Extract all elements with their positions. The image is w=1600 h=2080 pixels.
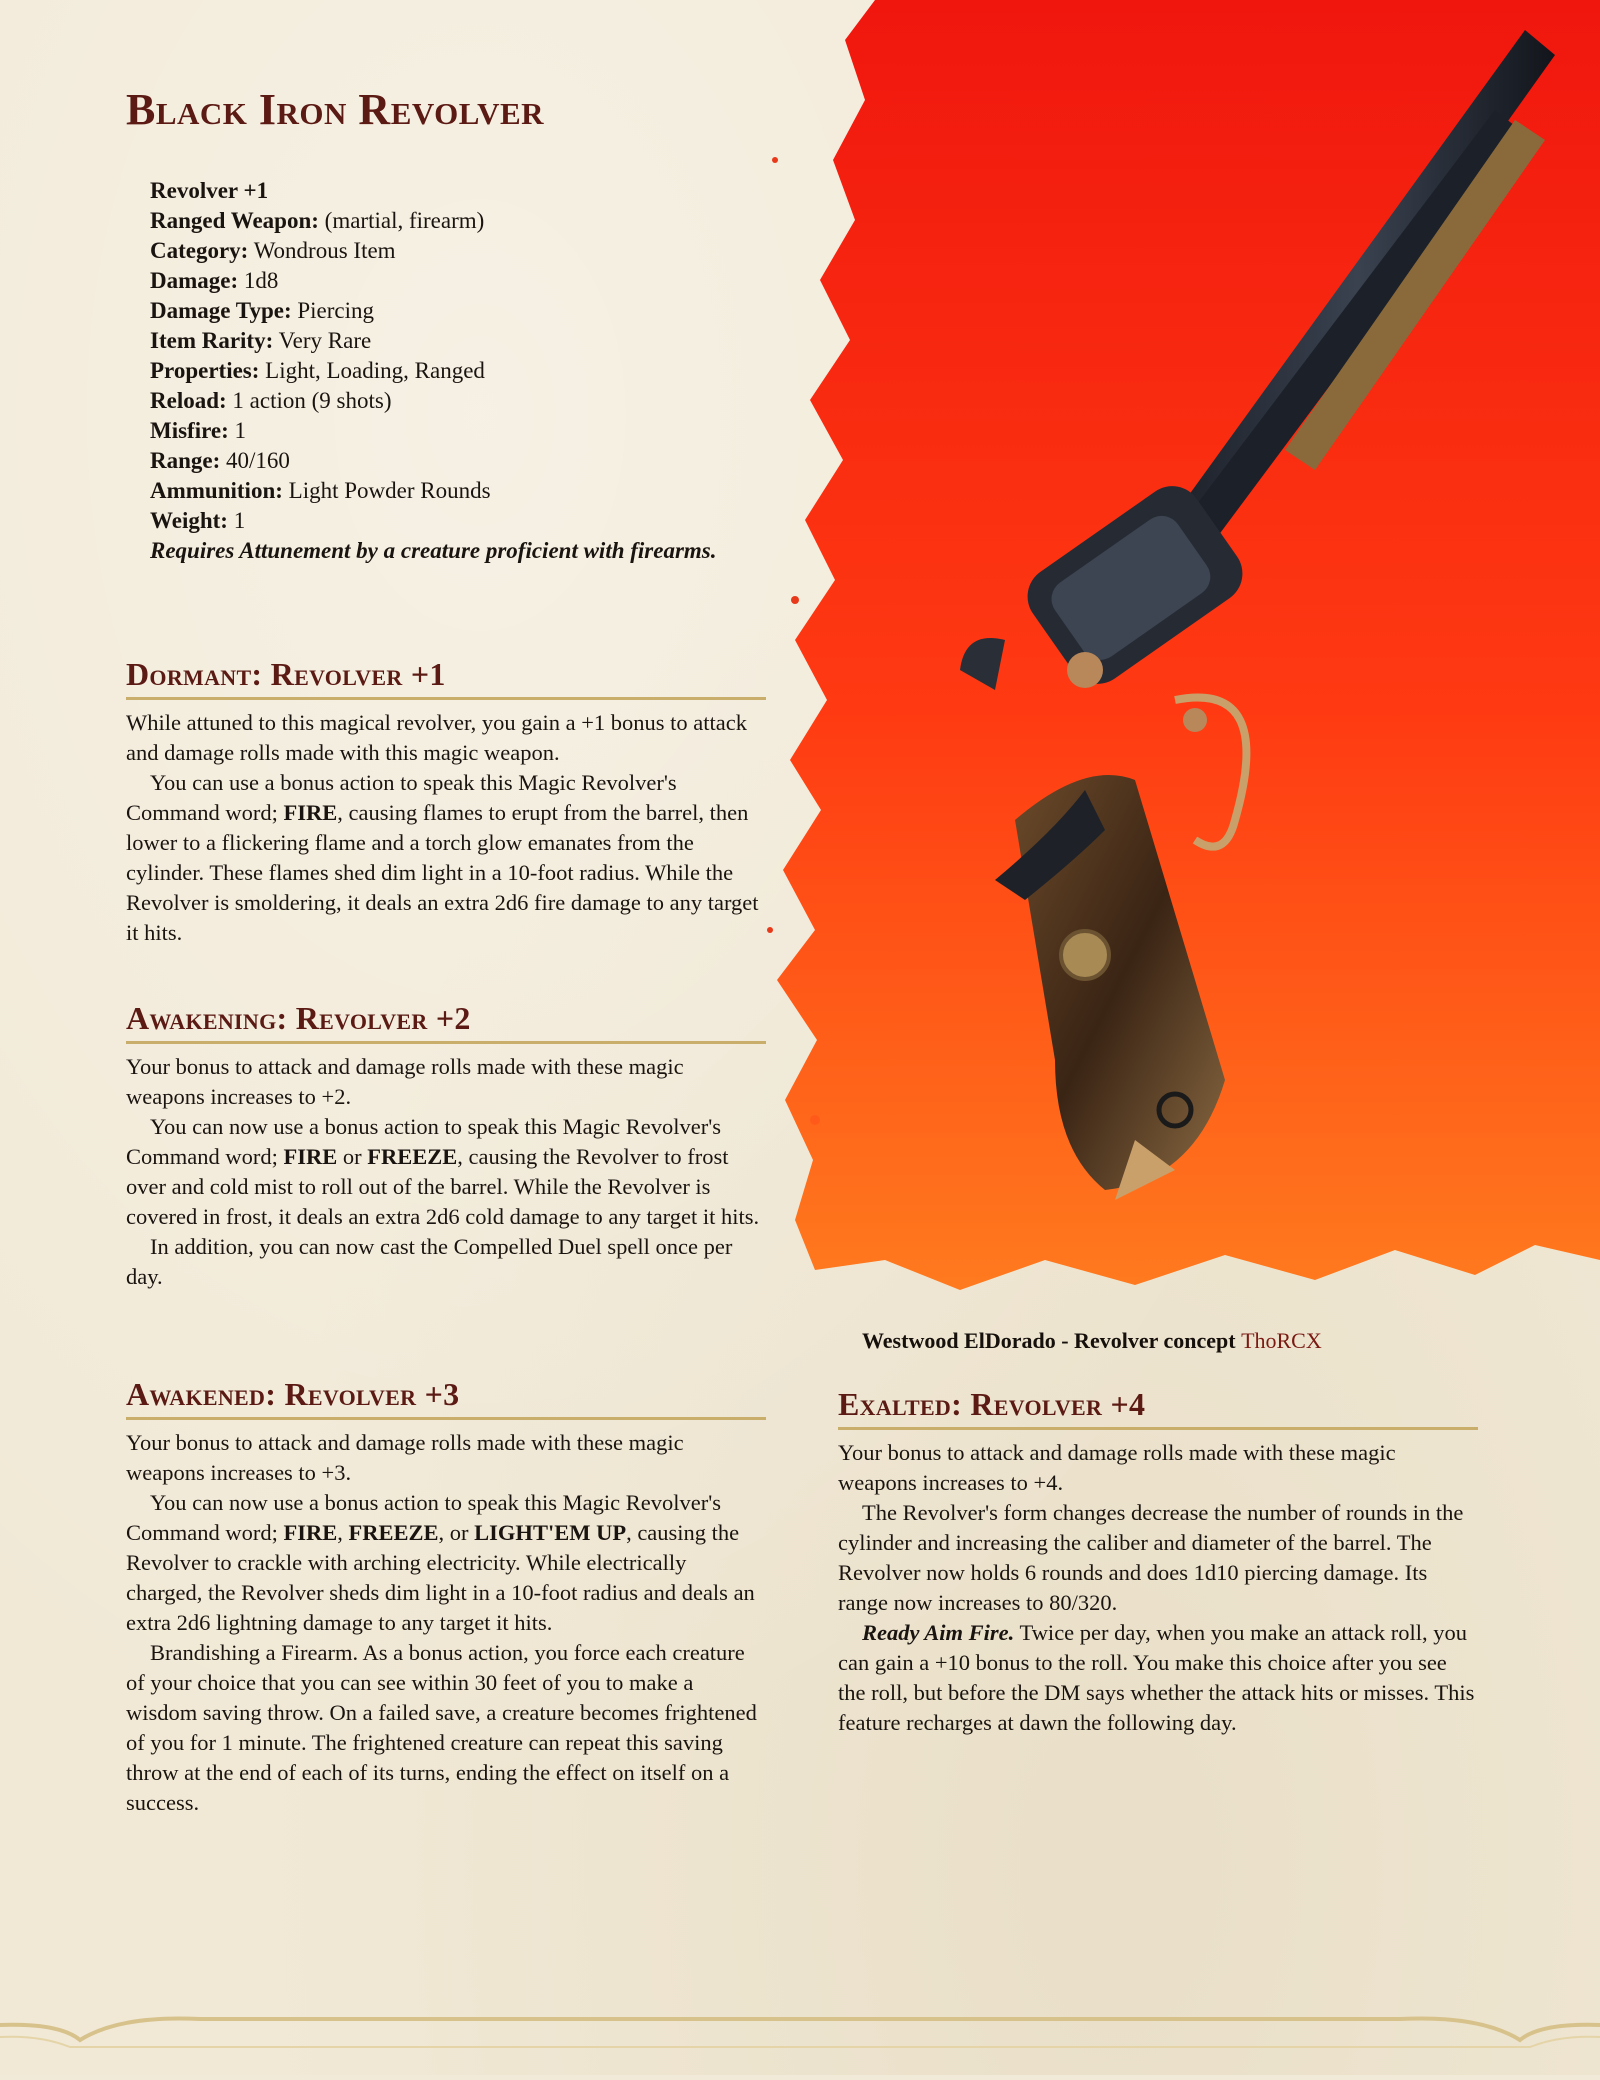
- paragraph: Your bonus to attack and damage rolls made with these magic weapons increases to +3.: [126, 1430, 684, 1485]
- caption-text: Westwood ElDorado - Revolver concept: [862, 1328, 1242, 1353]
- section-heading: Awakening: Revolver +2: [126, 1000, 766, 1044]
- page-footer-ornament: [0, 1985, 1600, 2075]
- section-exalted: [838, 1386, 1478, 1738]
- section-heading: Dormant: Revolver +1: [126, 656, 766, 700]
- stat-rarity: Item Rarity: Very Rare: [150, 328, 372, 353]
- stat-range: Range: 40/160: [150, 448, 290, 473]
- paragraph: The Revolver's form changes decrease the number of rounds in the cylinder and increasing the caliber and diameter of the barrel. The Revolver now holds 6 rounds and does 1d10 piercing damage. Its range now increases to 80/320.: [838, 1500, 1464, 1615]
- paragraph: While attuned to this magical revolver, you gain a +1 bonus to attack and damage rolls made with this magic weapon.: [126, 710, 747, 765]
- paragraph: You can now use a bonus action to speak this Magic Revolver's Command word; FIRE or FREEZE, causing the Revolver to frost over and cold mist to roll out of the barrel. While the Revolver is covered in frost, it deals an extra 2d6 cold damage to any target it hits.: [126, 1114, 760, 1229]
- image-caption: [862, 1328, 1462, 1354]
- caption-credit: ThoRCX: [1241, 1328, 1322, 1353]
- stat-reload: Reload: 1 action (9 shots): [150, 388, 392, 413]
- revolver-illustration: [755, 0, 1600, 1300]
- paragraph: You can use a bonus action to speak this Magic Revolver's Command word; FIRE, causing flames to erupt from the barrel, then lower to a flickering flame and a torch glow emanates from the cylinder. These flames shed dim light in a 10-foot radius. While the Revolver is smoldering, it deals an extra 2d6 fire damage to any target it hits.: [126, 770, 759, 945]
- stat-properties: Properties: Light, Loading, Ranged: [150, 358, 485, 383]
- stat-ranged-weapon: Ranged Weapon: (martial, firearm): [150, 208, 485, 233]
- paragraph: You can now use a bonus action to speak this Magic Revolver's Command word; FIRE, FREEZE, or LIGHT'EM UP, causing the Revolver to crackle with arching electricity. While electrically charged, the Revolver sheds dim light in a 10-foot radius and deals an extra 2d6 lightning damage to any target it hits.: [126, 1490, 755, 1635]
- item-title: Black Iron Revolver: [126, 85, 545, 134]
- section-heading: Awakened: Revolver +3: [126, 1376, 766, 1420]
- section-dormant: [126, 656, 766, 948]
- stat-attunement: Requires Attunement by a creature proficient with firearms.: [150, 538, 717, 563]
- stat-subtitle: Revolver +1: [150, 178, 269, 203]
- footer-flourish: [0, 1985, 1600, 2075]
- stat-damage: Damage: 1d8: [150, 268, 279, 293]
- paragraph: Ready Aim Fire. Twice per day, when you make an attack roll, you can gain a +10 bonus to the roll. You make this choice after you see the roll, but before the DM says whether the attack hits or misses. This feature recharges at dawn the following day.: [838, 1620, 1475, 1735]
- section-awakened: [126, 1376, 766, 1818]
- section-awakening: [126, 1000, 766, 1292]
- stat-ammunition: Ammunition: Light Powder Rounds: [150, 478, 491, 503]
- paragraph: Your bonus to attack and damage rolls made with these magic weapons increases to +4.: [838, 1440, 1396, 1495]
- stat-weight: Weight: 1: [150, 508, 246, 533]
- paragraph: Brandishing a Firearm. As a bonus action, you force each creature of your choice that you can see within 30 feet of you to make a wisdom saving throw. On a failed save, a creature becomes frightened of you for 1 minute. The frightened creature can repeat this saving throw at the end of each of its turns, ending the effect on itself on a success.: [126, 1640, 757, 1815]
- stat-damage-type: Damage Type: Piercing: [150, 298, 375, 323]
- paragraph: Your bonus to attack and damage rolls made with these magic weapons increases to +2.: [126, 1054, 684, 1109]
- stat-misfire: Misfire: 1: [150, 418, 247, 443]
- stat-category: Category: Wondrous Item: [150, 238, 396, 263]
- section-heading: Exalted: Revolver +4: [838, 1386, 1478, 1430]
- item-stats: [126, 176, 736, 566]
- revolver-artwork: [755, 0, 1600, 1300]
- paragraph: In addition, you can now cast the Compelled Duel spell once per day.: [126, 1234, 733, 1289]
